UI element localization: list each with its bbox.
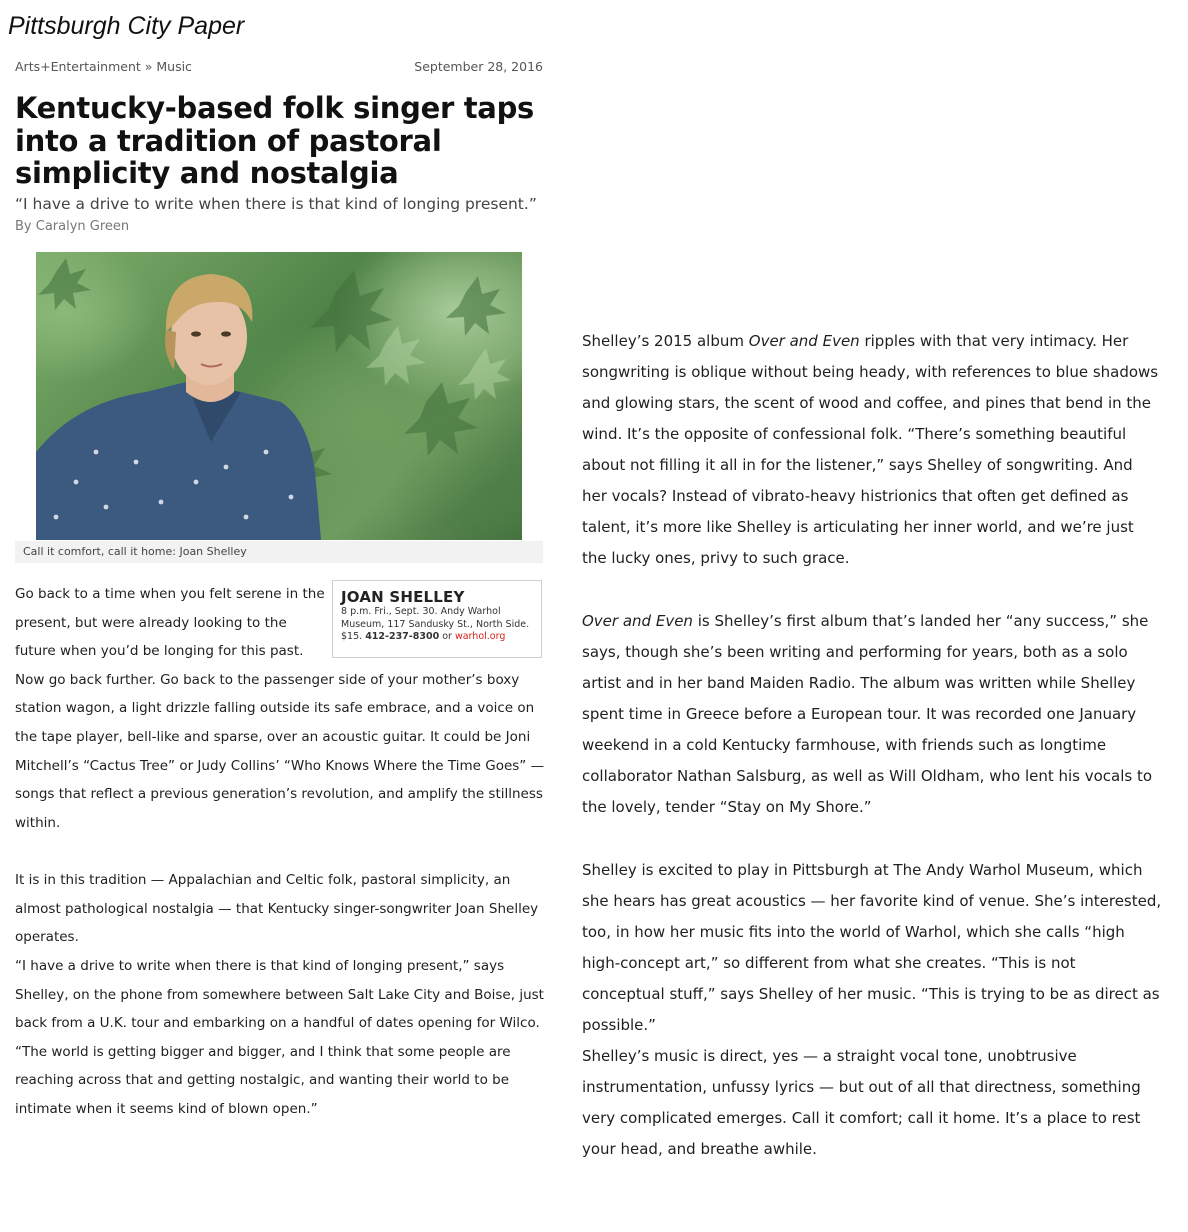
left-body-column bbox=[15, 580, 545, 837]
article-headline: Kentucky-based folk singer taps into a tradition of pastoral simplicity and nostalgia bbox=[15, 91, 535, 190]
breadcrumb[interactable]: Arts+Entertainment » Music bbox=[15, 59, 192, 74]
p4-lead: Shelley’s 2015 album bbox=[582, 332, 749, 350]
p5-text: is Shelley’s first album that’s landed her “any success,” she says, though she’s been writing and performing for years, both as a solo artist and in her band Maiden Radio. The album was written while Shelley spent time in Greece before a European tour. It was recorded one January weekend in a cold Kentucky farmhouse, with friends such as longtime collaborator Nathan Salsburg, as well as Will Oldham, who lent his vocals to the lovely, tender “Stay on My Shore.” bbox=[582, 612, 1153, 816]
article-meta bbox=[15, 59, 543, 77]
album-title-italic-2: Over and Even bbox=[582, 612, 693, 630]
body-paragraph-5 bbox=[582, 606, 1162, 823]
photo-caption: Call it comfort, call it home: Joan Shelley bbox=[23, 545, 247, 558]
body-paragraph-1-wrapped: Go back to a time when you felt serene in the present, but were already looking to the future when you’d be longing for this past. bbox=[15, 586, 325, 660]
infobox-details-line1: 8 p.m. Fri., Sept. 30. Andy Warhol bbox=[341, 606, 501, 617]
body-paragraph-1-continued: Now go back further. Go back to the passenger side of your mother’s boxy station wagon, a light drizzle falling outside its safe embrace, and a voice on the tape player, bell-like and sparse, over an acoustic guitar. It could be Joni Mitchell’s “Cactus Tree” or Judy Collins’ “Who Knows Where the Time Goes” — songs that reflect a previous generation’s revolution, and amplify the stillness within. bbox=[15, 671, 545, 831]
body-paragraph-2: It is in this tradition — Appalachian and Celtic folk, pastoral simplicity, an almost pathological nostalgia — that Kentucky singer-songwriter Joan Shelley operates. bbox=[15, 872, 539, 946]
article-photo bbox=[36, 252, 522, 540]
infobox-price: $15. bbox=[341, 631, 363, 642]
publish-date: September 28, 2016 bbox=[414, 59, 543, 74]
infobox-title: JOAN SHELLEY bbox=[341, 588, 465, 606]
byline[interactable]: By Caralyn Green bbox=[15, 219, 130, 234]
article-dek: “I have a drive to write when there is that kind of longing present.” bbox=[15, 195, 537, 213]
photo-caption-bar bbox=[15, 541, 543, 563]
body-paragraph-3: “I have a drive to write when there is that kind of longing present,” says Shelley, on the phone from somewhere between Salt Lake City and Boise, just back from a U.K. tour and embarking on a handful of dates opening for Wilco. “The world is getting bigger and bigger, and I think that some people are reaching across that and getting nostalgic, and wanting their world to be intimate when it seems kind of blown open.” bbox=[15, 958, 544, 1117]
infobox-phone[interactable]: 412-237-8300 bbox=[365, 631, 440, 642]
infobox-or: or bbox=[442, 631, 452, 642]
album-title-italic: Over and Even bbox=[748, 332, 860, 350]
publication-title: Pittsburgh City Paper bbox=[8, 12, 245, 40]
body-paragraph-4 bbox=[582, 326, 1162, 574]
infobox-details-line2: Museum, 117 Sandusky St., North Side. bbox=[341, 618, 530, 630]
body-paragraph-6: Shelley is excited to play in Pittsburgh at The Andy Warhol Museum, which she hears has great acoustics — her favorite kind of venue. She’s interested, too, in how her music fits into the world of Warhol, which she calls “high high-concept art,” so different from what she creates. “This is not conceptual stuff,” says Shelley of her music. “This is trying to be as direct as possible.” bbox=[582, 861, 1162, 1034]
p4-text: ripples with that very intimacy. Her songwriting is oblique without being heady, with references to blue shadows and glowing stars, the scent of wood and coffee, and pines that bend in the wind. It’s the opposite of confessional folk. “There’s something beautiful about not filling it all in for the listener,” says Shelley of songwriting. And her vocals? Instead of vibrato-heavy histrionics that often get defined as talent, it’s more like Shelley is articulating her inner world, and we’re just the lucky ones, privy to such grace. bbox=[582, 332, 1159, 567]
body-paragraph-7: Shelley’s music is direct, yes — a straight vocal tone, unobtrusive instrumentation, unfussy lyrics — but out of all that directness, something very complicated emerges. Call it comfort; call it home. It’s a place to rest your head, and breathe awhile. bbox=[582, 1047, 1141, 1158]
infobox-url-link[interactable]: warhol.org bbox=[454, 631, 506, 642]
photo-portrait-illustration bbox=[36, 252, 522, 540]
